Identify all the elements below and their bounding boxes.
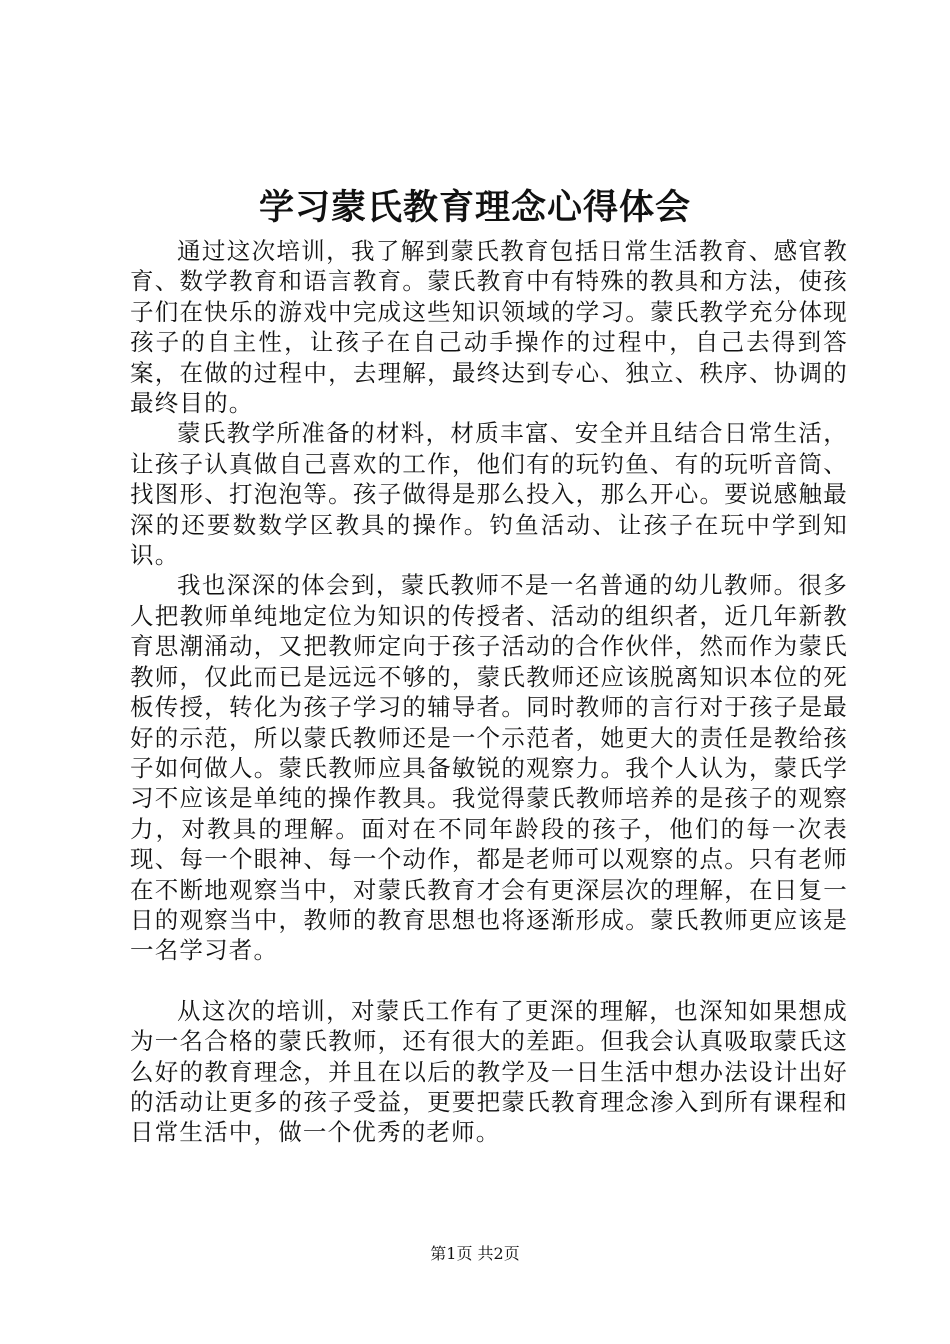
paragraph-2: 蒙氏教学所准备的材料，材质丰富、安全并且结合日常生活，让孩子认真做自己喜欢的工作，他们有的玩钓鱼、有的玩听音筒、找图形、打泡泡等。孩子做得是那么投入，那么开心。要说感触最深的还要数数学区教具的操作。钓鱼活动、让孩子在玩中学到知识。	[130, 419, 848, 570]
paragraph-3: 我也深深的体会到，蒙氏教师不是一名普通的幼儿教师。很多人把教师单纯地定位为知识的传授者、活动的组织者，近几年新教育思潮涌动，又把教师定向于孩子活动的合作伙伴，然而作为蒙氏教师，仅此而已是远远不够的，蒙氏教师还应该脱离知识本位的死板传授，转化为孩子学习的辅导者。同时教师的言行对于孩子是最好的示范，所以蒙氏教师还是一个示范者，她更大的责任是教给孩子如何做人。蒙氏教师应具备敏锐的观察力。我个人认为，蒙氏学习不应该是单纯的操作教具。我觉得蒙氏教师培养的是孩子的观察力，对教具的理解。面对在不同年龄段的孩子，他们的每一次表现、每一个眼神、每一个动作，都是老师可以观察的点。只有老师在不断地观察当中，对蒙氏教育才会有更深层次的理解，在日复一日的观察当中，教师的教育思想也将逐渐形成。蒙氏教师更应该是一名学习者。	[130, 571, 848, 965]
document-title: 学习蒙氏教育理念心得体会	[258, 188, 691, 228]
page-number-footer: 第1页 共2页	[430, 1244, 520, 1263]
paragraph-4: 从这次的培训，对蒙氏工作有了更深的理解，也深知如果想成为一名合格的蒙氏教师，还有很大的差距。但我会认真吸取蒙氏这么好的教育理念，并且在以后的教学及一日生活中想办法设计出好的活动让更多的孩子受益，更要把蒙氏教育理念渗入到所有课程和日常生活中，做一个优秀的老师。	[130, 996, 848, 1147]
document-body	[130, 236, 848, 1148]
paragraph-1: 通过这次培训，我了解到蒙氏教育包括日常生活教育、感官教育、数学教育和语言教育。蒙氏教育中有特殊的教具和方法，使孩子们在快乐的游戏中完成这些知识领域的学习。蒙氏教学充分体现孩子的自主性，让孩子在自己动手操作的过程中，自己去得到答案，在做的过程中，去理解，最终达到专心、独立、秩序、协调的最终目的。	[130, 237, 848, 418]
